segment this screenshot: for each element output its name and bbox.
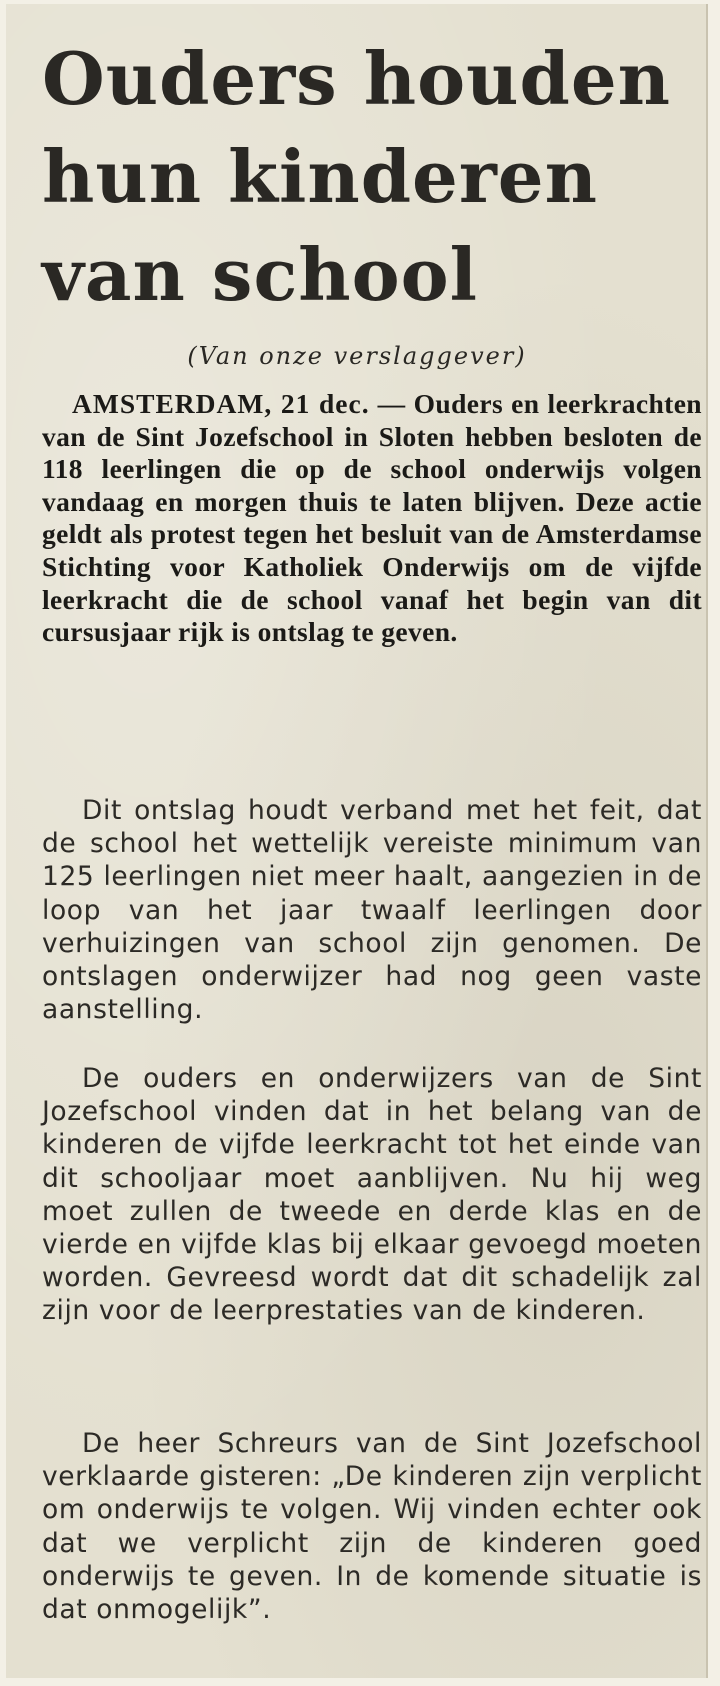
body-paragraph: Dit ontslag houdt verband met het feit, dat de school het wettelijk vereiste minimum van 125 leerlingen niet meer haalt, aangezien in de loop van het jaar twaalf leerlingen door verhuizingen van school zijn genomen. De ontslagen onderwijzer had nog geen vaste aanstelling.: [42, 795, 702, 1026]
body-paragraph: De heer Schreurs van de Sint Jozefschool verklaarde gisteren: „De kinderen zijn verplicht om onderwijs te volgen. Wij vinden echter ook dat we verplicht zijn de kinderen goed onderwijs te geven. In de komende situatie is dat onmogelijk”.: [42, 1428, 702, 1626]
byline: (Van onze verslaggever): [187, 342, 527, 370]
headline-line: van school: [42, 232, 479, 317]
lead-paragraph: [42, 388, 702, 649]
headline: [42, 30, 682, 324]
lead-text: — Ouders en leerkrachten van de Sint Jozefschool in Sloten hebben besloten de 118 leerlingen die op de school onderwijs volgen vandaag en morgen thuis te laten blijven. Deze actie geldt als protest tegen het besluit van de Amsterdamse Stichting voor Katholiek Onderwijs om de vijfde leerkracht die de school vanaf het begin van dit cursusjaar rijk is ontslag te geven.: [42, 388, 702, 648]
body-paragraph: De ouders en onderwijzers van de Sint Jozefschool vinden dat in het belang van de kinderen de vijfde leerkracht tot het einde van dit schooljaar moet aanblijven. Nu hij weg moet zullen de tweede en derde klas en de vierde en vijfde klas bij elkaar gevoegd moeten worden. Gevreesd wordt dat dit schadelijk zal zijn voor de leerprestaties van de kinderen.: [42, 1063, 702, 1327]
headline-line: Ouders houden: [42, 36, 671, 121]
newspaper-clipping: [6, 4, 708, 1678]
dateline: AMSTERDAM, 21 dec.: [72, 388, 370, 419]
headline-line: hun kinderen: [42, 134, 598, 219]
